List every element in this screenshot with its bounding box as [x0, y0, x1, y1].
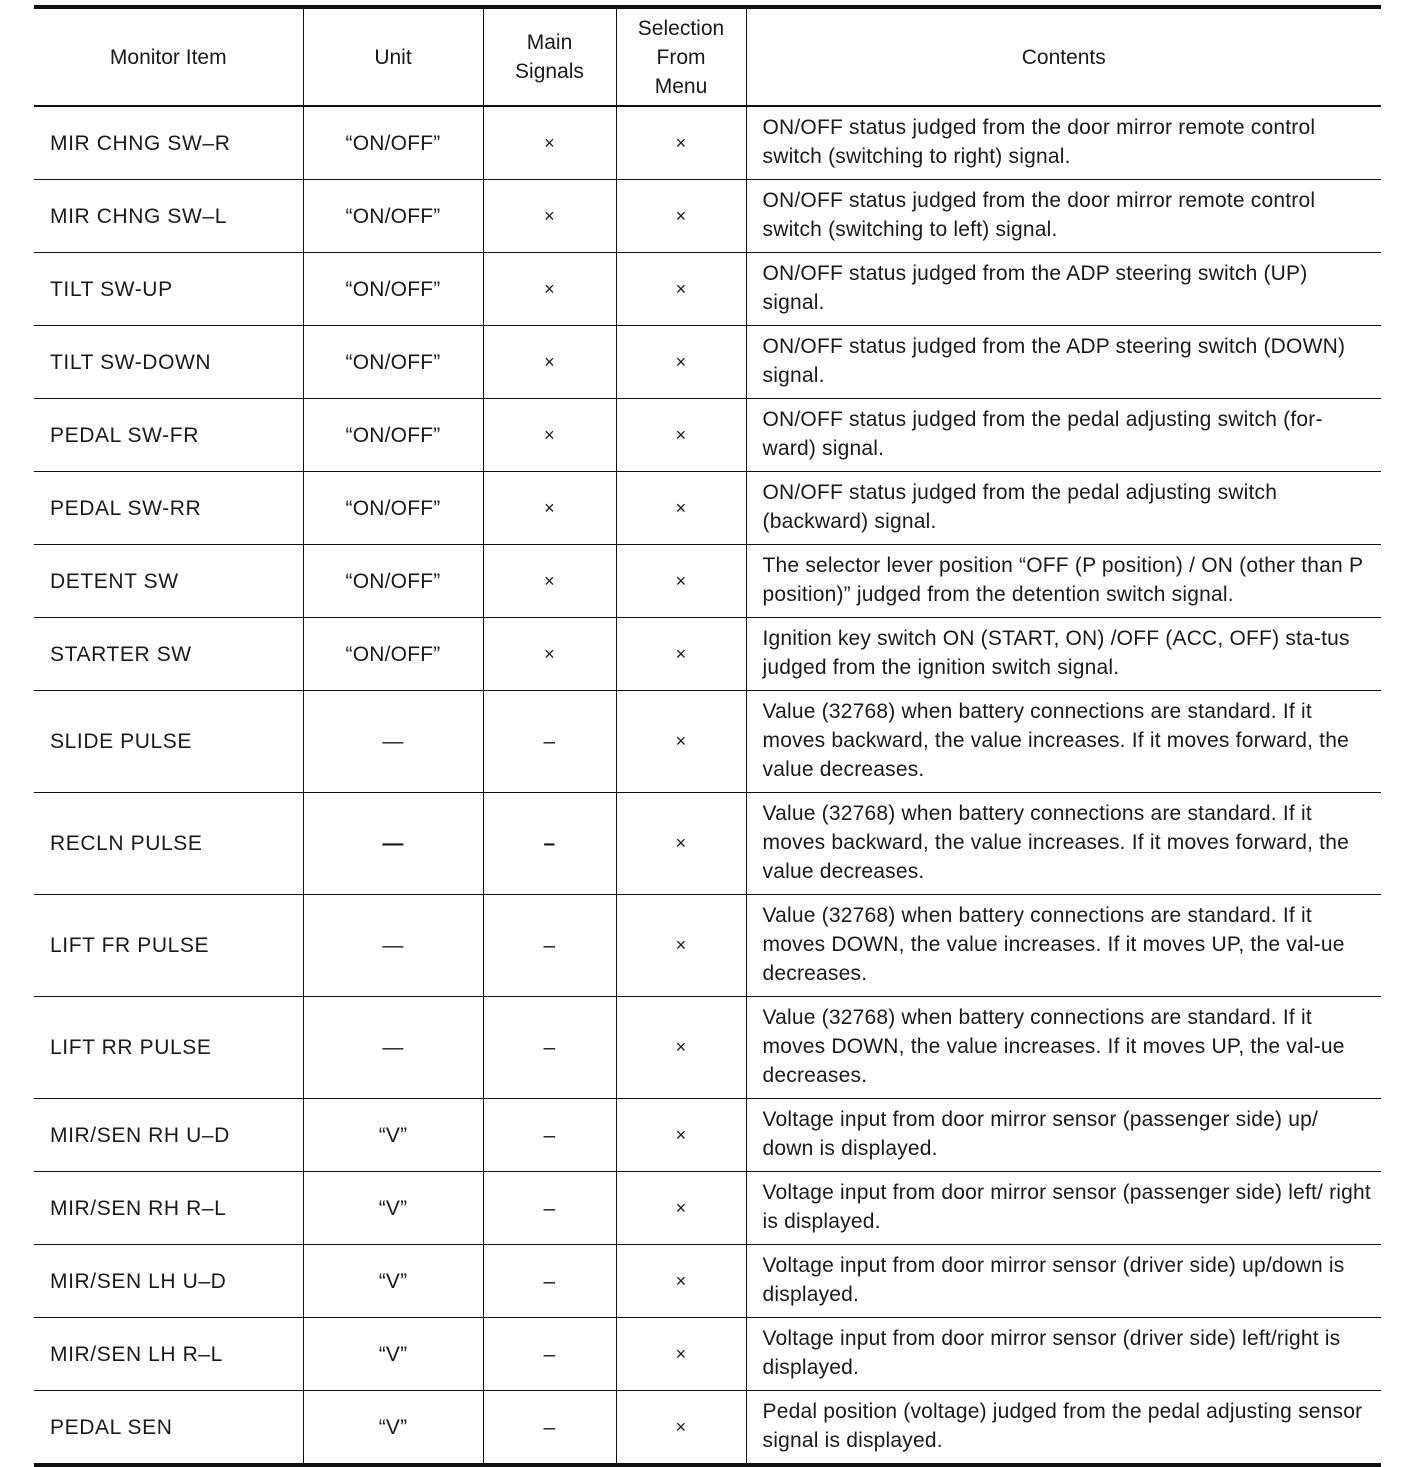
cell-monitor-item: TILT SW-DOWN: [34, 326, 303, 399]
table-row: [34, 106, 1381, 180]
cell-monitor-item: PEDAL SW-RR: [34, 472, 303, 545]
cell-main-signals: –: [483, 1245, 616, 1318]
cell-contents: ON/OFF status judged from the ADP steering switch (DOWN) signal.: [746, 326, 1381, 399]
cell-selection-from-menu: ×: [616, 545, 746, 618]
cell-contents: Pedal position (voltage) judged from the pedal adjusting sensor signal is displayed.: [746, 1391, 1381, 1466]
cell-unit: “ON/OFF”: [303, 253, 483, 326]
cell-main-signals: ×: [483, 326, 616, 399]
cell-unit: “ON/OFF”: [303, 326, 483, 399]
table-row: [34, 1391, 1381, 1466]
cell-contents: Voltage input from door mirror sensor (passenger side) up/ down is displayed.: [746, 1099, 1381, 1172]
cell-contents: Value (32768) when battery connections are standard. If it moves DOWN, the value increases. If it moves UP, the val-ue decreases.: [746, 997, 1381, 1099]
cell-selection-from-menu: ×: [616, 1099, 746, 1172]
cell-unit: “V”: [303, 1099, 483, 1172]
cell-monitor-item: MIR/SEN LH R–L: [34, 1318, 303, 1391]
cell-selection-from-menu: ×: [616, 1391, 746, 1466]
cell-main-signals: ×: [483, 253, 616, 326]
cell-main-signals: ×: [483, 618, 616, 691]
cell-unit: “ON/OFF”: [303, 106, 483, 180]
cell-selection-from-menu: ×: [616, 997, 746, 1099]
cell-contents: Voltage input from door mirror sensor (passenger side) left/ right is displayed.: [746, 1172, 1381, 1245]
cell-monitor-item: PEDAL SW-FR: [34, 399, 303, 472]
cell-unit: “V”: [303, 1245, 483, 1318]
header-contents: Contents: [746, 7, 1381, 106]
cell-main-signals: –: [483, 691, 616, 793]
cell-main-signals: ×: [483, 472, 616, 545]
cell-selection-from-menu: ×: [616, 253, 746, 326]
cell-monitor-item: MIR/SEN RH R–L: [34, 1172, 303, 1245]
cell-main-signals: –: [483, 895, 616, 997]
header-monitor-item: Monitor Item: [34, 7, 303, 106]
cell-contents: The selector lever position “OFF (P position) / ON (other than P position)” judged from the detention switch signal.: [746, 545, 1381, 618]
cell-monitor-item: DETENT SW: [34, 545, 303, 618]
cell-selection-from-menu: ×: [616, 399, 746, 472]
table-row: [34, 399, 1381, 472]
cell-unit: “ON/OFF”: [303, 545, 483, 618]
table-row: [34, 1245, 1381, 1318]
cell-contents: ON/OFF status judged from the pedal adjusting switch (backward) signal.: [746, 472, 1381, 545]
cell-monitor-item: LIFT RR PULSE: [34, 997, 303, 1099]
cell-unit: “ON/OFF”: [303, 180, 483, 253]
cell-unit: “V”: [303, 1172, 483, 1245]
cell-main-signals: ×: [483, 399, 616, 472]
cell-contents: ON/OFF status judged from the pedal adjusting switch (for-ward) signal.: [746, 399, 1381, 472]
table-row: [34, 793, 1381, 895]
cell-selection-from-menu: ×: [616, 1318, 746, 1391]
table-row: [34, 691, 1381, 793]
cell-contents: ON/OFF status judged from the door mirror remote control switch (switching to left) signal.: [746, 180, 1381, 253]
cell-contents: Value (32768) when battery connections are standard. If it moves backward, the value increases. If it moves forward, the value decreases.: [746, 691, 1381, 793]
cell-monitor-item: RECLN PULSE: [34, 793, 303, 895]
cell-main-signals: –: [483, 1318, 616, 1391]
cell-contents: Value (32768) when battery connections are standard. If it moves backward, the value increases. If it moves forward, the value decreases.: [746, 793, 1381, 895]
cell-contents: ON/OFF status judged from the ADP steering switch (UP) signal.: [746, 253, 1381, 326]
cell-monitor-item: MIR/SEN RH U–D: [34, 1099, 303, 1172]
cell-main-signals: –: [483, 1172, 616, 1245]
cell-monitor-item: MIR/SEN LH U–D: [34, 1245, 303, 1318]
cell-unit: “V”: [303, 1318, 483, 1391]
header-unit: Unit: [303, 7, 483, 106]
cell-monitor-item: PEDAL SEN: [50, 1415, 173, 1439]
monitor-item-table-container: [34, 5, 1381, 1467]
table-row: [34, 618, 1381, 691]
cell-unit: —: [303, 895, 483, 997]
cell-selection-from-menu: ×: [616, 326, 746, 399]
cell-unit: “ON/OFF”: [303, 618, 483, 691]
cell-selection-from-menu: ×: [616, 618, 746, 691]
cell-contents: ON/OFF status judged from the door mirror remote control switch (switching to right) signal.: [746, 106, 1381, 180]
cell-main-signals: ×: [483, 106, 616, 180]
cell-main-signals: ×: [483, 180, 616, 253]
table-row: [34, 253, 1381, 326]
table-row: [34, 1099, 1381, 1172]
cell-unit: “ON/OFF”: [303, 399, 483, 472]
cell-monitor-item: TILT SW-UP: [34, 253, 303, 326]
cell-monitor-item: SLIDE PULSE: [34, 691, 303, 793]
cell-selection-from-menu: ×: [616, 1172, 746, 1245]
cell-monitor-item: LIFT FR PULSE: [34, 895, 303, 997]
cell-unit: —: [303, 793, 483, 895]
table-header: [34, 7, 1381, 106]
cell-contents: Voltage input from door mirror sensor (driver side) left/right is displayed.: [746, 1318, 1381, 1391]
cell-main-signals: –: [483, 1099, 616, 1172]
table-row: [34, 472, 1381, 545]
table-row: [34, 326, 1381, 399]
cell-unit: —: [303, 691, 483, 793]
header-main-signals: Main Signals: [483, 7, 616, 106]
cell-contents: Value (32768) when battery connections are standard. If it moves DOWN, the value increases. If it moves UP, the val-ue decreases.: [746, 895, 1381, 997]
header-selection-from-menu: Selection From Menu: [616, 7, 746, 106]
cell-monitor-item: MIR CHNG SW–R: [34, 106, 303, 180]
table-row: [34, 895, 1381, 997]
table-row: [34, 1172, 1381, 1245]
monitor-item-table: [34, 5, 1381, 1467]
cell-selection-from-menu: ×: [616, 180, 746, 253]
cell-selection-from-menu: ×: [616, 793, 746, 895]
cell-selection-from-menu: ×: [616, 106, 746, 180]
table-row: [34, 545, 1381, 618]
cell-main-signals: –: [483, 997, 616, 1099]
table-row: [34, 1318, 1381, 1391]
cell-monitor-item: STARTER SW: [34, 618, 303, 691]
cell-unit: “V”: [303, 1391, 483, 1466]
table-body: [34, 106, 1381, 1465]
table-row: [34, 180, 1381, 253]
cell-selection-from-menu: ×: [616, 1245, 746, 1318]
cell-main-signals: –: [483, 1391, 616, 1466]
cell-main-signals: –: [483, 793, 616, 895]
cell-selection-from-menu: ×: [616, 691, 746, 793]
cell-unit: “ON/OFF”: [303, 472, 483, 545]
cell-main-signals: ×: [483, 545, 616, 618]
cell-unit: —: [303, 997, 483, 1099]
cell-selection-from-menu: ×: [616, 895, 746, 997]
header-row: [34, 7, 1381, 106]
cell-selection-from-menu: ×: [616, 472, 746, 545]
cell-contents: Ignition key switch ON (START, ON) /OFF (ACC, OFF) sta-tus judged from the ignition switch signal.: [746, 618, 1381, 691]
cell-monitor-item: MIR CHNG SW–L: [34, 180, 303, 253]
cell-contents: Voltage input from door mirror sensor (driver side) up/down is displayed.: [746, 1245, 1381, 1318]
table-row: [34, 997, 1381, 1099]
